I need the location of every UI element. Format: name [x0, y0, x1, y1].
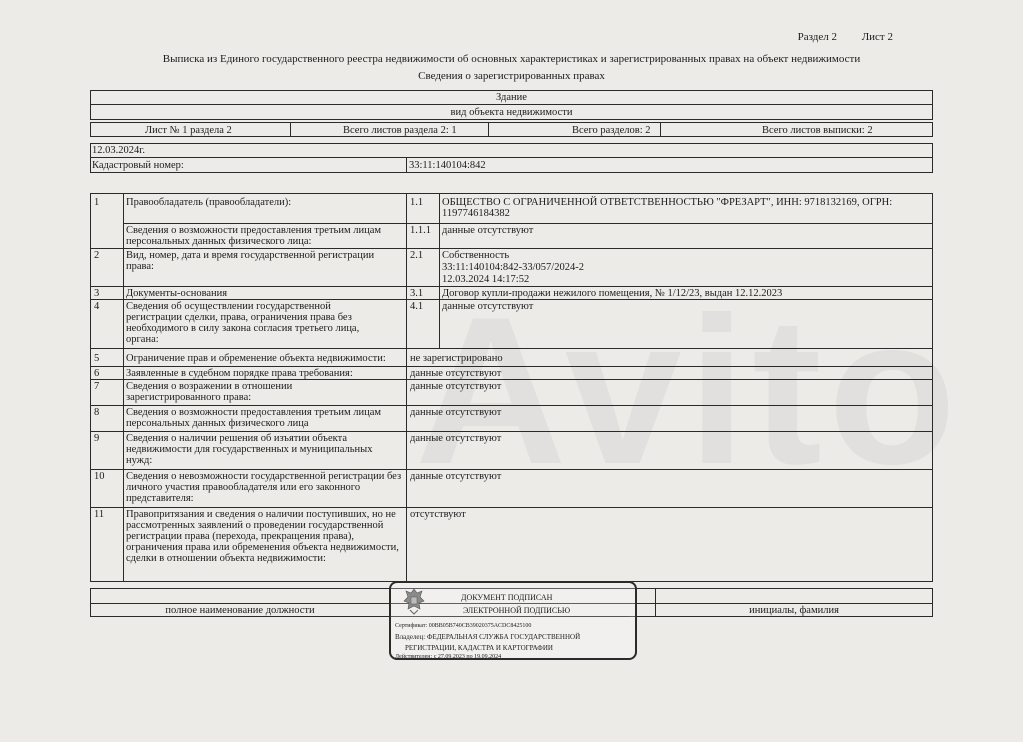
row-8-value: данные отсутствуют — [410, 407, 502, 418]
row-2-label: Вид, номер, дата и время государственной регистрации права: — [126, 250, 375, 272]
row-8-label: Сведения о возможности предоставления третьим лицам персональных данных физического лица — [126, 407, 382, 429]
row-11-label: Правопритязания и сведения о наличии поступивших, но не рассмотренных заявлений о проведении государственной регистрации права (перехода, прекращения права), ограничения права или обременения объекта недвижимости, сделки в отношении объекта недвижимости: — [126, 509, 399, 564]
row-10-number: 10 — [94, 471, 105, 482]
section-number: Раздел 2 — [797, 31, 837, 43]
row-1-label: Правообладатель (правообладатели): — [126, 197, 292, 208]
page-indicator — [776, 32, 893, 43]
row-5-number: 5 — [94, 353, 100, 364]
document-subtitle: Сведения о зарегистрированных правах — [418, 70, 605, 82]
row-3-label: Документы-основания — [126, 288, 228, 299]
stamp-validity: Действителен: с 27.09.2023 по 19.09.2024 — [395, 654, 502, 660]
row-6-value: данные отсутствуют — [410, 368, 502, 379]
row-7-value: данные отсутствуют — [410, 381, 502, 392]
name-caption: инициалы, фамилия — [749, 605, 839, 616]
row-1-number: 1 — [94, 197, 100, 208]
object-type-caption: вид объекта недвижимости — [450, 107, 573, 118]
row-4-sub: 4.1 — [410, 301, 424, 312]
row-3-number: 3 — [94, 288, 100, 299]
row-4-number: 4 — [94, 301, 100, 312]
cadastral-label: Кадастровый номер: — [92, 160, 184, 171]
row-2-sub: 2.1 — [410, 250, 424, 261]
document-title: Выписка из Единого государственного реестра недвижимости об основных характеристиках и зарегистрированных правах на объект недвижимости — [162, 53, 861, 65]
row-5-label: Ограничение прав и обременение объекта недвижимости: — [126, 353, 386, 364]
cadastral-number: 33:11:140104:842 — [409, 160, 486, 171]
row-6-number: 6 — [94, 368, 100, 379]
stamp-certificate: Сертификат: 00BB05B740CB39020375ACDC8425100 — [395, 623, 532, 629]
total-sheets-section: Всего листов раздела 2: 1 — [343, 125, 457, 136]
row-9-value: данные отсутствуют — [410, 433, 502, 444]
row-5-value: не зарегистрировано — [410, 353, 503, 364]
stamp-subtitle: ЭЛЕКТРОННОЙ ПОДПИСЬЮ — [463, 606, 571, 615]
row-2-value-datetime: 12.03.2024 14:17:52 — [442, 274, 530, 285]
position-caption: полное наименование должности — [165, 605, 315, 616]
row-3-value: Договор купли-продажи нежилого помещения, № 1/12/23, выдан 12.12.2023 — [442, 288, 783, 299]
coat-of-arms-icon — [403, 587, 425, 615]
row-11-value: отсутствуют — [410, 509, 466, 520]
object-type: Здание — [496, 92, 527, 103]
row-10-value: данные отсутствуют — [410, 471, 502, 482]
row-2-value-type: Собственность — [442, 250, 510, 261]
row-7-number: 7 — [94, 381, 100, 392]
row-2-number: 2 — [94, 250, 100, 261]
date-cadastral-box — [90, 143, 933, 173]
row-11-number: 11 — [94, 509, 105, 520]
row-9-label: Сведения о наличии решения об изъятии объекта недвижимости для государственных и муниципальных нужд: — [126, 433, 373, 466]
row-4-label: Сведения об осуществлении государственной регистрации сделки, права, ограничения права без необходимого в силу закона согласия третьего лица, органа: — [126, 301, 360, 345]
row-10-label: Сведения о невозможности государственной регистрации без личного участия правообладателя или его законного представителя: — [126, 471, 402, 504]
row-4-value: данные отсутствуют — [442, 301, 534, 312]
row-1a-value: данные отсутствуют — [442, 225, 534, 236]
sheet-label: Лист № 1 раздела 2 — [145, 125, 232, 136]
stamp-owner-line1: Владелец: ФЕДЕРАЛЬНАЯ СЛУЖБА ГОСУДАРСТВЕННОЙ — [395, 633, 581, 641]
total-sections: Всего разделов: 2 — [572, 125, 651, 136]
row-2-value-number: 33:11:140104:842-33/057/2024-2 — [442, 262, 584, 273]
row-1a-label: Сведения о возможности предоставления третьим лицам персональных данных физического лица: — [126, 225, 382, 247]
row-3-sub: 3.1 — [410, 288, 424, 299]
stamp-title: ДОКУМЕНТ ПОДПИСАН — [461, 593, 553, 602]
sheet-number: Лист 2 — [861, 31, 893, 43]
row-9-number: 9 — [94, 433, 100, 444]
row-1-sub: 1.1 — [410, 197, 424, 208]
total-sheets-extract: Всего листов выписки: 2 — [762, 125, 873, 136]
extract-date: 12.03.2024г. — [92, 145, 145, 156]
electronic-signature-stamp — [389, 581, 637, 660]
stamp-owner-line2: РЕГИСТРАЦИИ, КАДАСТРА И КАРТОГРАФИИ — [405, 644, 553, 652]
row-7-label: Сведения о возражении в отношении зарегистрированного права: — [126, 381, 293, 403]
row-8-number: 8 — [94, 407, 100, 418]
row-1a-sub: 1.1.1 — [410, 225, 431, 236]
row-6-label: Заявленные в судебном порядке права требования: — [126, 368, 353, 379]
row-1-value: ОБЩЕСТВО С ОГРАНИЧЕННОЙ ОТВЕТСТВЕННОСТЬЮ "ФРЕЗАРТ", ИНН: 9718132169, ОГРН: 1197746184382 — [442, 197, 893, 219]
